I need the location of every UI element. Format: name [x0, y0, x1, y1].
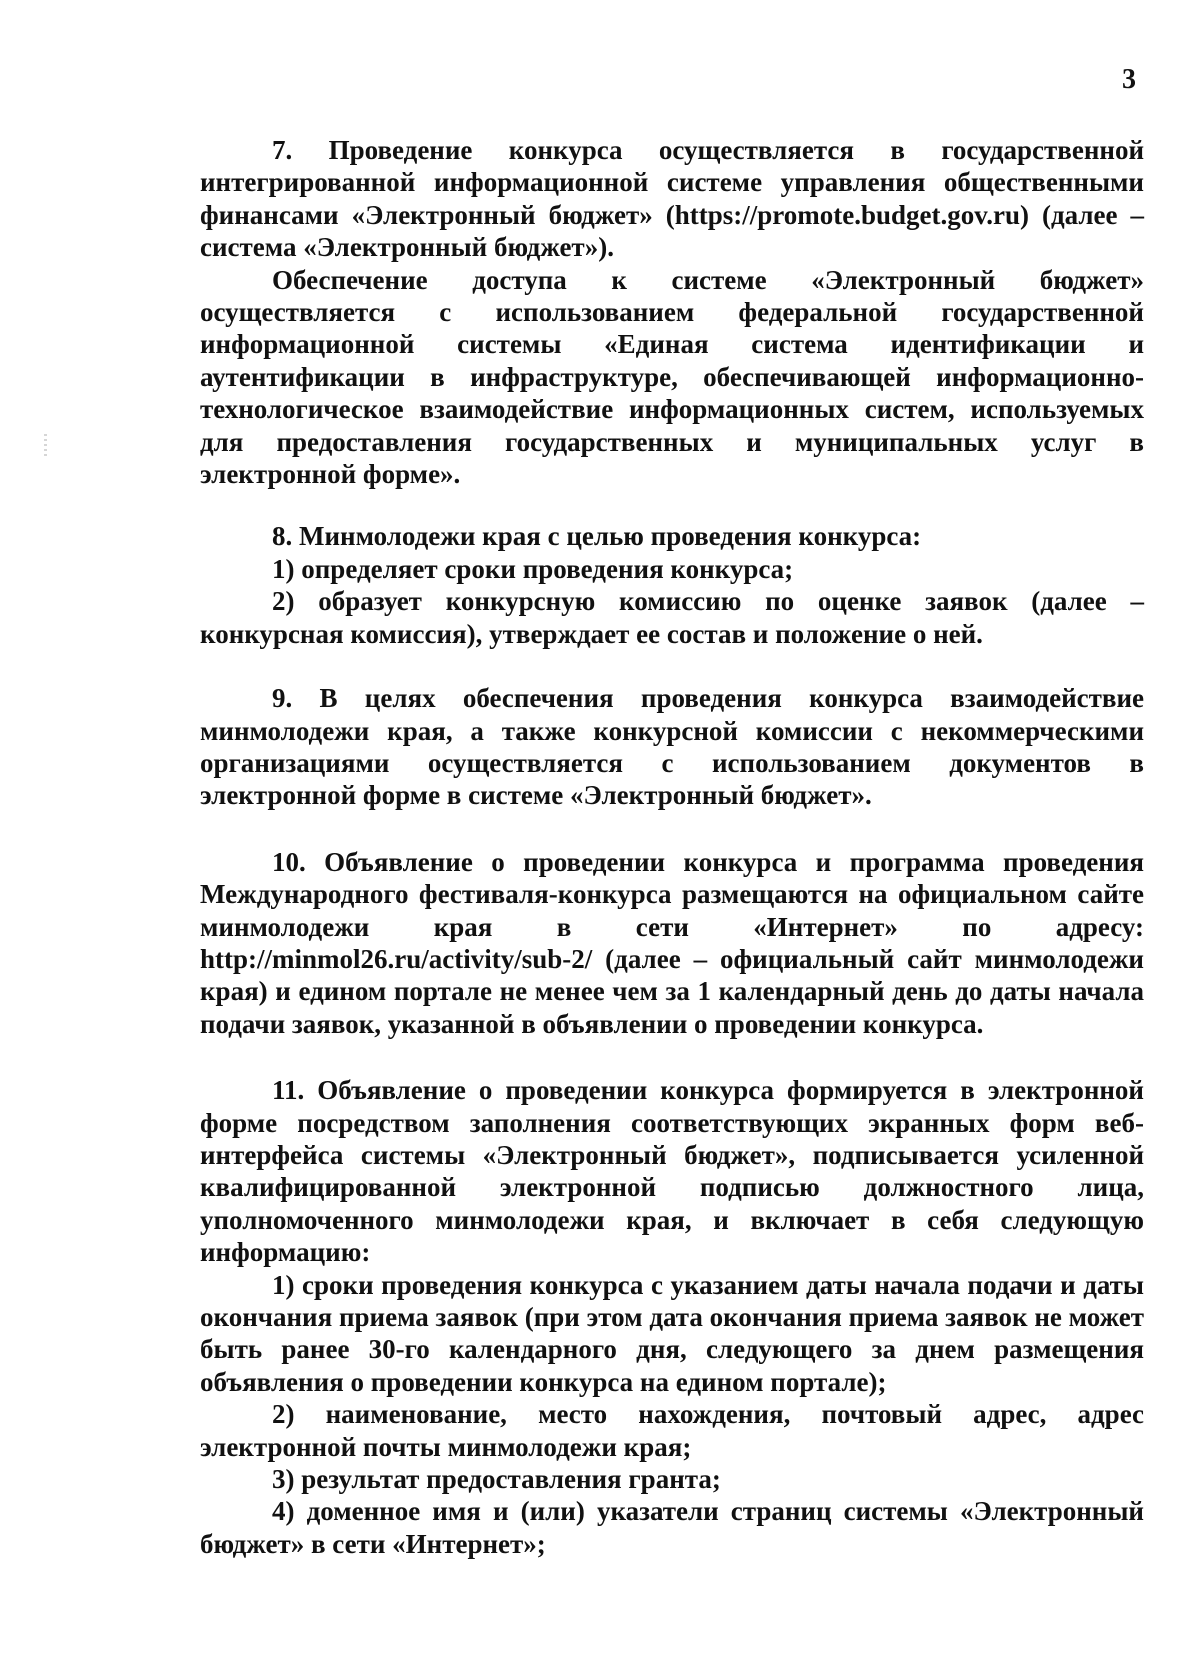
- paragraph-11-item-2: 2) наименование, место нахождения, почтовый адрес, адрес электронной почты минмолодежи края;: [200, 1399, 1144, 1462]
- document-body: [200, 134, 1144, 1560]
- paragraph-11-item-1: 1) сроки проведения конкурса с указанием даты начала подачи и даты окончания приема заявок (при этом дата окончания приема заявок не может быть ранее 30-го календарного дня, следующего за днем размещения объявления о проведении конкурса на едином портале);: [200, 1269, 1144, 1397]
- paragraph-8-item-2: 2) образует конкурсную комиссию по оценке заявок (далее – конкурсная комиссия), утверждает ее состав и положение о ней.: [200, 586, 1144, 649]
- paragraph-9: 9. В целях обеспечения проведения конкурса взаимодействие минмолодежи края, а также конкурсной комиссии с некоммерческими организациями осуществляется с использованием документов в электронной форме в системе «Электронный бюджет».: [200, 683, 1144, 811]
- paragraph-11-item-4: 4) доменное имя и (или) указатели страниц системы «Электронный бюджет» в сети «Интернет»;: [200, 1496, 1144, 1559]
- paragraph-8: 8. Минмолодежи края с целью проведения конкурса:: [272, 521, 922, 552]
- paragraph-7: 7. Проведение конкурса осуществляется в государственной интегрированной информационной системе управления общественными финансами «Электронный бюджет» (https://promote.budget.gov.ru) (далее – система «Электронный бюджет»).: [200, 135, 1144, 263]
- paragraph-8-item-1: 1) определяет сроки проведения конкурса;: [272, 553, 794, 584]
- paragraph-11: 11. Объявление о проведении конкурса формируется в электронной форме посредством заполнения соответствующих экранных форм веб-интерфейса системы «Электронный бюджет», подписывается усиленной квалифицированной электронной подписью должностного лица, уполномоченного минмолодежи края, и включает в себя следующую информацию:: [200, 1075, 1144, 1268]
- scan-artifact: [44, 434, 47, 456]
- paragraph-10: 10. Объявление о проведении конкурса и программа проведения Международного фестиваля-конкурса размещаются на официальном сайте минмолодежи края в сети «Интернет» по адресу: http://minmol26.ru/activity/sub-2/ (далее – официальный сайт минмолодежи края) и едином портале не менее чем за 1 календарный день до даты начала подачи заявок, указанной в объявлении о проведении конкурса.: [200, 846, 1144, 1039]
- paragraph-11-item-3: 3) результат предоставления гранта;: [272, 1464, 721, 1495]
- page-number: 3: [1122, 64, 1136, 95]
- paragraph-7-access: Обеспечение доступа к системе «Электронный бюджет» осуществляется с использованием федеральной государственной информационной системы «Единая система идентификации и аутентификации в инфраструктуре, обеспечивающей информационно-технологическое взаимодействие информационных систем, используемых для предоставления государственных и муниципальных услуг в электронной форме».: [200, 264, 1144, 490]
